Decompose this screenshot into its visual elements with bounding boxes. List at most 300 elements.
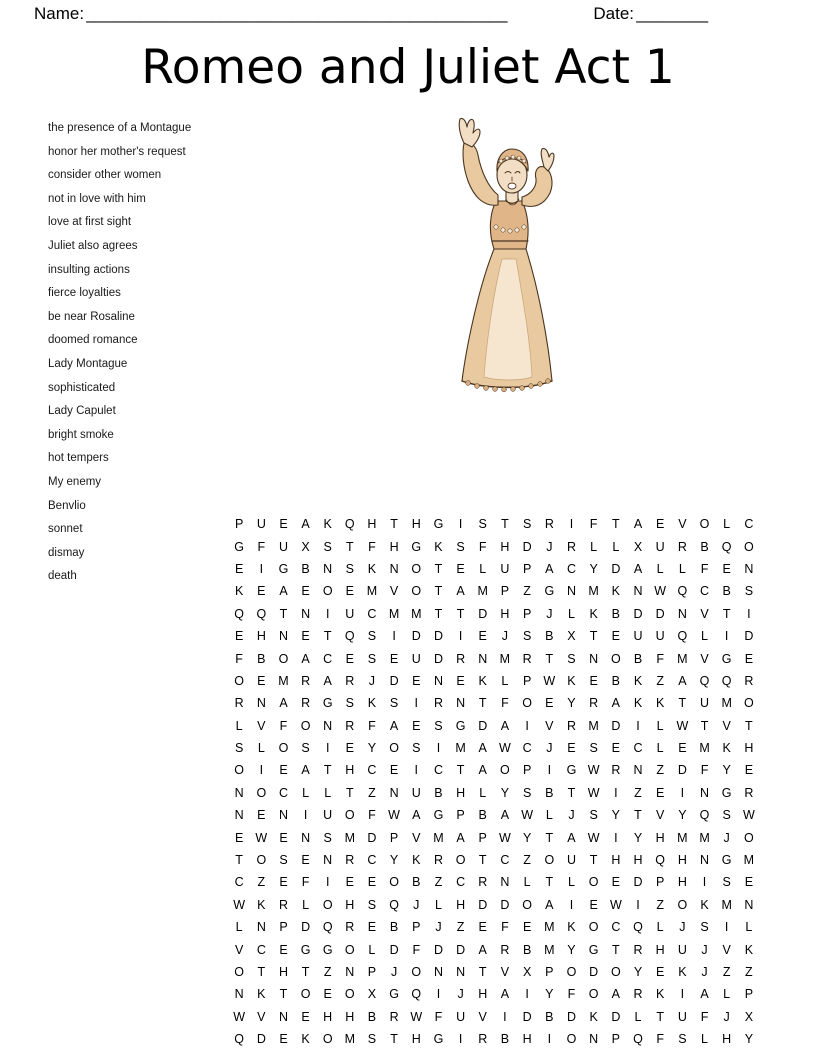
grid-cell[interactable]: B bbox=[301, 561, 310, 576]
grid-cell[interactable]: T bbox=[612, 517, 620, 532]
grid-cell[interactable]: T bbox=[456, 763, 465, 778]
grid-cell[interactable]: B bbox=[522, 942, 532, 957]
grid-cell[interactable]: B bbox=[367, 1009, 377, 1024]
grid-cell[interactable]: M bbox=[366, 584, 378, 599]
grid-cell[interactable]: S bbox=[279, 853, 288, 868]
grid-cell[interactable]: A bbox=[500, 808, 510, 823]
grid-cell[interactable]: J bbox=[546, 606, 553, 621]
grid-cell[interactable]: N bbox=[301, 606, 311, 621]
grid-cell[interactable]: I bbox=[303, 808, 308, 823]
grid-cell[interactable]: I bbox=[436, 741, 441, 756]
grid-cell[interactable]: V bbox=[478, 1009, 487, 1024]
grid-cell[interactable]: O bbox=[256, 853, 267, 868]
grid-cell[interactable]: O bbox=[566, 965, 577, 979]
grid-cell[interactable]: O bbox=[300, 718, 311, 733]
grid-cell[interactable]: F bbox=[501, 696, 509, 711]
grid-cell[interactable]: I bbox=[436, 987, 441, 1002]
grid-cell[interactable]: T bbox=[589, 853, 598, 868]
grid-cell[interactable]: C bbox=[633, 741, 643, 756]
grid-cell[interactable]: E bbox=[301, 584, 310, 599]
grid-cell[interactable]: I bbox=[458, 629, 463, 644]
grid-cell[interactable]: J bbox=[435, 920, 442, 935]
grid-cell[interactable]: U bbox=[256, 517, 266, 532]
grid-cell[interactable]: N bbox=[278, 808, 289, 823]
grid-cell[interactable]: L bbox=[545, 808, 553, 823]
grid-cell[interactable]: Z bbox=[523, 584, 531, 599]
grid-cell[interactable]: J bbox=[701, 965, 708, 979]
grid-cell[interactable]: I bbox=[680, 785, 685, 800]
grid-cell[interactable]: H bbox=[722, 1032, 732, 1047]
grid-cell[interactable]: R bbox=[744, 673, 754, 688]
grid-cell[interactable]: N bbox=[478, 651, 488, 666]
grid-cell[interactable]: A bbox=[611, 696, 621, 711]
grid-cell[interactable]: D bbox=[478, 606, 488, 621]
grid-cell[interactable]: J bbox=[501, 629, 509, 644]
grid-cell[interactable]: U bbox=[566, 853, 576, 868]
grid-cell[interactable]: J bbox=[457, 987, 464, 1002]
grid-cell[interactable]: E bbox=[257, 808, 266, 823]
grid-cell[interactable]: D bbox=[411, 629, 421, 644]
grid-cell[interactable]: K bbox=[257, 897, 266, 912]
grid-cell[interactable]: I bbox=[702, 875, 707, 890]
grid-cell[interactable]: I bbox=[724, 920, 729, 935]
grid-cell[interactable]: K bbox=[567, 673, 576, 688]
grid-cell[interactable]: F bbox=[257, 539, 266, 554]
grid-cell[interactable]: Y bbox=[611, 808, 621, 823]
grid-cell[interactable]: U bbox=[633, 629, 643, 644]
grid-cell[interactable]: Q bbox=[344, 629, 355, 644]
grid-cell[interactable]: O bbox=[300, 987, 311, 1002]
grid-cell[interactable]: L bbox=[678, 561, 686, 576]
grid-cell[interactable]: O bbox=[234, 965, 244, 979]
grid-cell[interactable]: H bbox=[478, 987, 488, 1002]
grid-cell[interactable]: Y bbox=[545, 987, 554, 1002]
grid-cell[interactable]: C bbox=[456, 875, 466, 890]
grid-cell[interactable]: E bbox=[389, 763, 399, 778]
grid-cell[interactable]: Q bbox=[721, 539, 732, 554]
grid-cell[interactable]: R bbox=[544, 517, 554, 532]
grid-cell[interactable]: C bbox=[433, 763, 443, 778]
grid-cell[interactable]: T bbox=[390, 517, 398, 532]
grid-cell[interactable]: I bbox=[259, 561, 264, 576]
grid-cell[interactable]: S bbox=[389, 696, 399, 711]
grid-cell[interactable]: G bbox=[433, 808, 444, 823]
grid-cell[interactable]: I bbox=[325, 875, 330, 890]
grid-cell[interactable]: I bbox=[547, 763, 552, 778]
grid-cell[interactable]: U bbox=[700, 696, 710, 711]
grid-cell[interactable]: D bbox=[522, 1009, 532, 1024]
grid-cell[interactable]: U bbox=[677, 1009, 687, 1024]
grid-cell[interactable]: N bbox=[278, 1009, 289, 1024]
grid-cell[interactable]: D bbox=[744, 629, 754, 644]
grid-cell[interactable]: G bbox=[278, 561, 289, 576]
grid-cell[interactable]: G bbox=[322, 696, 333, 711]
grid-cell[interactable]: H bbox=[655, 942, 665, 957]
grid-cell[interactable]: L bbox=[302, 785, 310, 800]
grid-cell[interactable]: U bbox=[411, 651, 421, 666]
grid-cell[interactable]: B bbox=[389, 920, 399, 935]
grid-cell[interactable]: I bbox=[458, 517, 463, 532]
grid-cell[interactable]: T bbox=[257, 965, 266, 979]
grid-cell[interactable]: C bbox=[500, 853, 510, 868]
grid-cell[interactable]: K bbox=[301, 1032, 310, 1047]
grid-cell[interactable]: M bbox=[455, 741, 466, 756]
grid-cell[interactable]: S bbox=[522, 785, 532, 800]
grid-cell[interactable]: O bbox=[743, 539, 754, 554]
grid-cell[interactable]: A bbox=[389, 718, 399, 733]
grid-cell[interactable]: F bbox=[368, 539, 376, 554]
grid-cell[interactable]: I bbox=[392, 629, 396, 644]
grid-cell[interactable]: M bbox=[699, 741, 710, 756]
grid-cell[interactable]: F bbox=[434, 1009, 443, 1024]
grid-cell[interactable]: S bbox=[367, 1032, 377, 1047]
grid-cell[interactable]: F bbox=[368, 808, 376, 823]
grid-cell[interactable]: Q bbox=[389, 897, 399, 912]
grid-cell[interactable]: K bbox=[589, 1009, 598, 1024]
grid-cell[interactable]: W bbox=[410, 1009, 423, 1024]
grid-cell[interactable]: D bbox=[478, 718, 488, 733]
grid-cell[interactable]: L bbox=[324, 785, 332, 800]
grid-cell[interactable]: E bbox=[722, 561, 731, 576]
grid-cell[interactable]: C bbox=[744, 517, 754, 532]
grid-cell[interactable]: D bbox=[611, 1009, 621, 1024]
grid-cell[interactable]: Z bbox=[323, 965, 332, 979]
grid-cell[interactable]: S bbox=[367, 651, 377, 666]
grid-cell[interactable]: O bbox=[322, 897, 333, 912]
grid-cell[interactable]: Y bbox=[633, 830, 643, 845]
grid-cell[interactable]: G bbox=[322, 942, 333, 957]
grid-cell[interactable]: H bbox=[278, 965, 289, 979]
grid-cell[interactable]: N bbox=[677, 606, 687, 621]
grid-cell[interactable]: W bbox=[587, 830, 600, 845]
grid-cell[interactable]: E bbox=[279, 875, 288, 890]
grid-cell[interactable]: Y bbox=[500, 785, 510, 800]
grid-cell[interactable]: R bbox=[301, 673, 311, 688]
grid-cell[interactable]: W bbox=[587, 785, 600, 800]
grid-cell[interactable]: L bbox=[302, 897, 310, 912]
grid-cell[interactable]: Z bbox=[434, 875, 443, 890]
grid-cell[interactable]: Q bbox=[655, 853, 665, 868]
grid-cell[interactable]: Z bbox=[368, 785, 376, 800]
grid-cell[interactable]: Q bbox=[677, 584, 688, 599]
grid-cell[interactable]: U bbox=[655, 629, 665, 644]
grid-cell[interactable]: H bbox=[411, 1032, 421, 1047]
grid-cell[interactable]: T bbox=[235, 853, 243, 868]
grid-cell[interactable]: D bbox=[389, 942, 399, 957]
grid-cell[interactable]: L bbox=[634, 1009, 642, 1024]
grid-cell[interactable]: L bbox=[568, 875, 575, 890]
grid-cell[interactable]: D bbox=[611, 561, 621, 576]
grid-cell[interactable]: S bbox=[301, 741, 310, 756]
grid-cell[interactable]: N bbox=[744, 897, 754, 912]
grid-cell[interactable]: N bbox=[433, 673, 443, 688]
grid-cell[interactable]: A bbox=[545, 897, 554, 912]
grid-cell[interactable]: T bbox=[501, 517, 509, 532]
grid-cell[interactable]: B bbox=[633, 651, 643, 666]
grid-cell[interactable]: W bbox=[609, 897, 622, 912]
grid-cell[interactable]: C bbox=[522, 741, 532, 756]
grid-cell[interactable]: E bbox=[257, 584, 266, 599]
grid-cell[interactable]: E bbox=[279, 942, 288, 957]
grid-cell[interactable]: A bbox=[279, 584, 288, 599]
grid-cell[interactable]: E bbox=[611, 629, 621, 644]
grid-cell[interactable]: U bbox=[411, 785, 421, 800]
grid-cell[interactable]: H bbox=[677, 875, 687, 890]
grid-cell[interactable]: I bbox=[525, 987, 529, 1002]
grid-cell[interactable]: A bbox=[478, 741, 487, 756]
grid-cell[interactable]: R bbox=[433, 853, 443, 868]
grid-cell[interactable]: M bbox=[278, 673, 289, 688]
grid-cell[interactable]: V bbox=[234, 942, 244, 957]
grid-cell[interactable]: R bbox=[456, 651, 466, 666]
grid-cell[interactable]: S bbox=[367, 897, 377, 912]
grid-cell[interactable]: K bbox=[412, 853, 421, 868]
grid-cell[interactable]: V bbox=[722, 718, 731, 733]
grid-cell[interactable]: W bbox=[676, 718, 689, 733]
grid-cell[interactable]: S bbox=[522, 629, 532, 644]
grid-cell[interactable]: O bbox=[588, 875, 599, 890]
grid-cell[interactable]: E bbox=[257, 673, 266, 688]
grid-cell[interactable]: Z bbox=[257, 875, 266, 890]
grid-cell[interactable]: R bbox=[589, 696, 599, 711]
grid-cell[interactable]: S bbox=[678, 1032, 687, 1047]
grid-cell[interactable]: E bbox=[655, 517, 665, 532]
grid-cell[interactable]: A bbox=[678, 673, 687, 688]
grid-cell[interactable]: N bbox=[323, 853, 333, 868]
grid-cell[interactable]: I bbox=[503, 1009, 507, 1024]
grid-cell[interactable]: H bbox=[367, 517, 377, 532]
grid-cell[interactable]: I bbox=[724, 629, 729, 644]
grid-cell[interactable]: E bbox=[589, 673, 598, 688]
grid-cell[interactable]: P bbox=[655, 875, 665, 890]
grid-cell[interactable]: E bbox=[478, 920, 487, 935]
grid-cell[interactable]: R bbox=[566, 718, 576, 733]
grid-cell[interactable]: P bbox=[500, 584, 510, 599]
grid-cell[interactable]: S bbox=[722, 808, 731, 823]
grid-cell[interactable]: W bbox=[388, 808, 400, 823]
grid-cell[interactable]: N bbox=[589, 651, 599, 666]
grid-cell[interactable]: S bbox=[412, 741, 421, 756]
grid-cell[interactable]: U bbox=[278, 539, 289, 554]
grid-cell[interactable]: N bbox=[700, 853, 710, 868]
grid-cell[interactable]: P bbox=[522, 606, 532, 621]
grid-cell[interactable]: E bbox=[234, 830, 244, 845]
grid-cell[interactable]: S bbox=[567, 651, 576, 666]
grid-cell[interactable]: N bbox=[323, 561, 333, 576]
grid-cell[interactable]: E bbox=[478, 629, 487, 644]
grid-cell[interactable]: O bbox=[699, 517, 710, 532]
grid-cell[interactable]: L bbox=[479, 561, 487, 576]
grid-cell[interactable]: L bbox=[612, 539, 620, 554]
grid-cell[interactable]: B bbox=[611, 673, 621, 688]
grid-cell[interactable]: D bbox=[589, 965, 599, 979]
grid-cell[interactable]: K bbox=[744, 942, 754, 957]
grid-cell[interactable]: N bbox=[700, 785, 710, 800]
grid-cell[interactable]: E bbox=[611, 875, 621, 890]
grid-cell[interactable]: O bbox=[588, 920, 599, 935]
grid-cell[interactable]: A bbox=[323, 673, 332, 688]
grid-cell[interactable]: Z bbox=[634, 785, 642, 800]
grid-cell[interactable]: A bbox=[500, 987, 510, 1002]
grid-cell[interactable]: V bbox=[700, 606, 709, 621]
grid-cell[interactable]: N bbox=[633, 584, 643, 599]
grid-cell[interactable]: Y bbox=[522, 830, 532, 845]
grid-cell[interactable]: E bbox=[279, 763, 288, 778]
grid-cell[interactable]: G bbox=[300, 942, 311, 957]
grid-cell[interactable]: D bbox=[611, 718, 621, 733]
grid-cell[interactable]: N bbox=[389, 561, 399, 576]
grid-cell[interactable]: J bbox=[413, 897, 420, 912]
grid-cell[interactable]: T bbox=[634, 808, 642, 823]
grid-cell[interactable]: U bbox=[345, 606, 355, 621]
grid-cell[interactable]: Q bbox=[677, 629, 688, 644]
grid-cell[interactable]: D bbox=[633, 606, 643, 621]
grid-cell[interactable]: G bbox=[721, 853, 732, 868]
grid-cell[interactable]: L bbox=[235, 718, 243, 733]
grid-cell[interactable]: K bbox=[367, 696, 377, 711]
grid-cell[interactable]: F bbox=[700, 561, 709, 576]
grid-cell[interactable]: O bbox=[344, 987, 355, 1002]
grid-cell[interactable]: G bbox=[566, 763, 577, 778]
grid-cell[interactable]: C bbox=[367, 606, 377, 621]
grid-cell[interactable]: J bbox=[568, 808, 575, 823]
grid-cell[interactable]: L bbox=[257, 741, 265, 756]
grid-cell[interactable]: J bbox=[546, 741, 553, 756]
grid-cell[interactable]: T bbox=[478, 696, 487, 711]
grid-cell[interactable]: I bbox=[525, 718, 529, 733]
grid-cell[interactable]: M bbox=[588, 718, 599, 733]
grid-cell[interactable]: O bbox=[256, 785, 267, 800]
grid-cell[interactable]: A bbox=[456, 584, 465, 599]
grid-cell[interactable]: T bbox=[656, 1009, 664, 1024]
grid-cell[interactable]: L bbox=[656, 561, 664, 576]
grid-cell[interactable]: D bbox=[367, 830, 377, 845]
grid-cell[interactable]: E bbox=[456, 561, 465, 576]
grid-cell[interactable]: H bbox=[633, 853, 643, 868]
grid-cell[interactable]: G bbox=[389, 987, 399, 1002]
grid-cell[interactable]: P bbox=[456, 808, 465, 823]
grid-cell[interactable]: Q bbox=[411, 987, 422, 1002]
grid-cell[interactable]: B bbox=[257, 651, 266, 666]
grid-cell[interactable]: N bbox=[589, 1032, 599, 1047]
grid-cell[interactable]: H bbox=[522, 1032, 532, 1047]
grid-cell[interactable]: H bbox=[500, 539, 510, 554]
grid-cell[interactable]: O bbox=[544, 853, 555, 868]
grid-cell[interactable]: D bbox=[433, 629, 443, 644]
grid-cell[interactable]: D bbox=[389, 673, 399, 688]
grid-cell[interactable]: D bbox=[566, 1009, 576, 1024]
grid-cell[interactable]: P bbox=[522, 561, 532, 576]
grid-cell[interactable]: O bbox=[677, 897, 688, 912]
grid-cell[interactable]: L bbox=[723, 987, 731, 1002]
grid-cell[interactable]: D bbox=[522, 539, 532, 554]
grid-cell[interactable]: M bbox=[544, 942, 555, 957]
grid-cell[interactable]: R bbox=[301, 696, 311, 711]
grid-cell[interactable]: J bbox=[546, 539, 553, 554]
grid-cell[interactable]: J bbox=[679, 920, 686, 935]
grid-cell[interactable]: K bbox=[633, 673, 643, 688]
grid-cell[interactable]: E bbox=[234, 561, 244, 576]
grid-cell[interactable]: S bbox=[700, 920, 709, 935]
grid-cell[interactable]: L bbox=[523, 875, 531, 890]
grid-cell[interactable]: P bbox=[522, 673, 532, 688]
grid-cell[interactable]: R bbox=[345, 673, 355, 688]
grid-cell[interactable]: N bbox=[234, 785, 244, 800]
grid-cell[interactable]: D bbox=[633, 875, 643, 890]
grid-cell[interactable]: C bbox=[700, 584, 710, 599]
grid-cell[interactable]: U bbox=[500, 561, 510, 576]
grid-cell[interactable]: K bbox=[257, 987, 266, 1002]
grid-cell[interactable]: A bbox=[478, 763, 487, 778]
grid-cell[interactable]: P bbox=[611, 1032, 621, 1047]
grid-cell[interactable]: X bbox=[744, 1009, 754, 1024]
grid-cell[interactable]: O bbox=[522, 696, 532, 711]
grid-cell[interactable]: U bbox=[677, 942, 687, 957]
grid-cell[interactable]: B bbox=[500, 1032, 510, 1047]
grid-cell[interactable]: T bbox=[434, 561, 443, 576]
grid-cell[interactable]: B bbox=[700, 539, 709, 554]
grid-cell[interactable]: T bbox=[279, 606, 288, 621]
grid-cell[interactable]: H bbox=[655, 830, 665, 845]
grid-cell[interactable]: T bbox=[545, 651, 554, 666]
grid-cell[interactable]: E bbox=[301, 629, 310, 644]
grid-cell[interactable]: Y bbox=[389, 853, 399, 868]
grid-cell[interactable]: S bbox=[323, 539, 332, 554]
grid-cell[interactable]: V bbox=[500, 965, 510, 979]
grid-cell[interactable]: L bbox=[479, 785, 487, 800]
grid-cell[interactable]: S bbox=[434, 718, 443, 733]
grid-cell[interactable]: Z bbox=[745, 965, 753, 979]
grid-cell[interactable]: I bbox=[636, 718, 640, 733]
grid-cell[interactable]: T bbox=[678, 696, 687, 711]
grid-cell[interactable]: N bbox=[345, 965, 355, 979]
grid-cell[interactable]: A bbox=[611, 987, 621, 1002]
grid-cell[interactable]: O bbox=[234, 763, 244, 778]
grid-cell[interactable]: S bbox=[478, 517, 487, 532]
grid-cell[interactable]: K bbox=[234, 584, 244, 599]
grid-cell[interactable]: E bbox=[655, 965, 665, 979]
grid-cell[interactable]: T bbox=[545, 830, 554, 845]
grid-cell[interactable]: R bbox=[478, 875, 488, 890]
grid-cell[interactable]: E bbox=[279, 1032, 288, 1047]
grid-cell[interactable]: F bbox=[700, 763, 709, 778]
grid-cell[interactable]: S bbox=[589, 741, 598, 756]
grid-cell[interactable]: V bbox=[545, 718, 554, 733]
grid-cell[interactable]: E bbox=[567, 741, 576, 756]
grid-cell[interactable]: L bbox=[701, 629, 708, 644]
grid-cell[interactable]: L bbox=[701, 1032, 708, 1047]
grid-cell[interactable]: D bbox=[500, 897, 510, 912]
grid-cell[interactable]: I bbox=[259, 763, 264, 778]
grid-cell[interactable]: O bbox=[389, 741, 399, 756]
grid-cell[interactable]: G bbox=[721, 651, 732, 666]
grid-cell[interactable]: N bbox=[566, 584, 576, 599]
grid-cell[interactable]: Q bbox=[699, 808, 710, 823]
grid-cell[interactable]: O bbox=[610, 651, 621, 666]
grid-cell[interactable]: M bbox=[388, 606, 400, 621]
grid-cell[interactable]: B bbox=[434, 785, 443, 800]
grid-cell[interactable]: S bbox=[456, 539, 465, 554]
grid-cell[interactable]: E bbox=[545, 696, 554, 711]
grid-cell[interactable]: R bbox=[633, 942, 643, 957]
grid-cell[interactable]: M bbox=[721, 897, 732, 912]
grid-cell[interactable]: D bbox=[677, 763, 687, 778]
grid-cell[interactable]: M bbox=[721, 696, 732, 711]
grid-cell[interactable]: B bbox=[545, 1009, 554, 1024]
grid-cell[interactable]: F bbox=[412, 942, 421, 957]
grid-cell[interactable]: N bbox=[301, 830, 311, 845]
grid-cell[interactable]: N bbox=[456, 696, 466, 711]
